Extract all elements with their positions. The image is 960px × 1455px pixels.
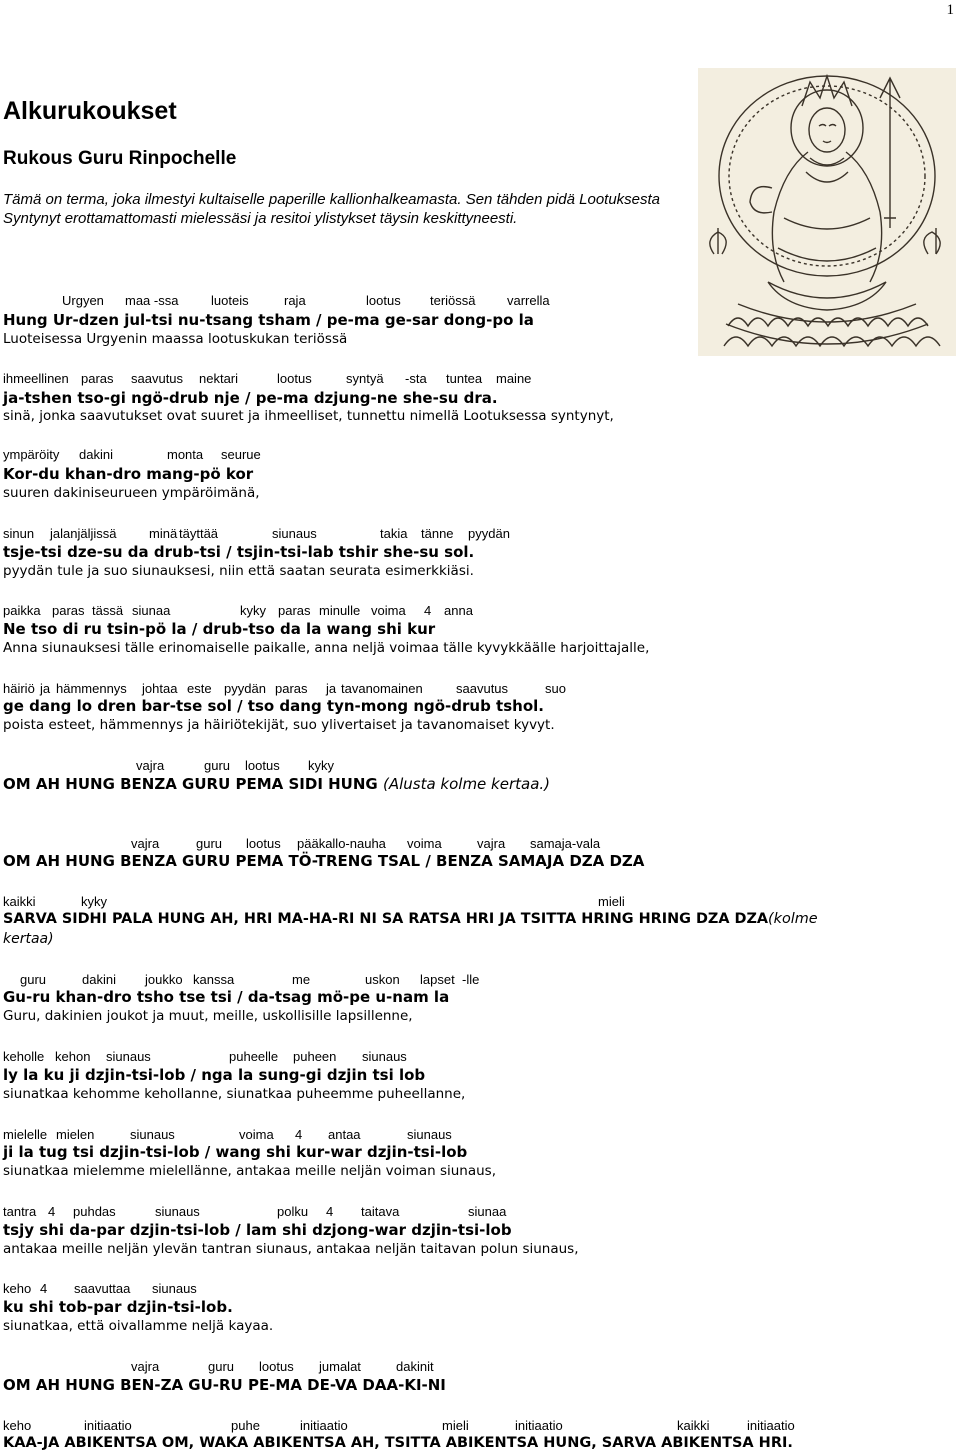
gloss-word: initiaatio	[300, 1418, 348, 1433]
translation-line: antakaa meille neljän ylevän tantran siunaus, antakaa neljän taitavan polun siunaus,	[3, 1241, 579, 1257]
gloss-word: keho	[3, 1281, 32, 1296]
gloss-word: paikka	[3, 603, 41, 618]
gloss-word: joukko	[145, 972, 183, 987]
gloss-word: siunaa	[132, 603, 171, 618]
gloss-word: vajra	[131, 1359, 160, 1374]
gloss-word: saavuttaa	[74, 1281, 131, 1296]
tibetan-line: tsje-tsi dze-su da drub-tsi / tsjin-tsi-lab tshir she-su sol.	[3, 543, 475, 561]
mantra-text: OM AH HUNG BENZA GURU PEMA SIDI HUNG	[3, 775, 378, 793]
gloss-word: dakinit	[396, 1359, 434, 1374]
gloss-word: maa -ssa	[125, 293, 179, 308]
gloss-word: -sta	[405, 371, 427, 386]
gloss-word: lootus	[277, 371, 312, 386]
gloss-word: siunaus	[130, 1127, 175, 1142]
gloss-word: takia	[380, 526, 408, 541]
gloss-word: luoteis	[211, 293, 249, 308]
gloss-word: anna	[444, 603, 473, 618]
gloss-word: pääkallo-nauha	[297, 836, 386, 851]
gloss-word: keholle	[3, 1049, 45, 1064]
repeat-note: (Alusta kolme kertaa.)	[382, 775, 551, 793]
gloss-word: mielelle	[3, 1127, 48, 1142]
mantra-line	[3, 911, 818, 927]
gloss-word: voima	[239, 1127, 274, 1142]
translation-line: sinä, jonka saavutukset ovat suuret ja ihmeelliset, tunnettu nimellä Lootuksessa syntynyt,	[3, 408, 614, 424]
gloss-word: tänne	[421, 526, 454, 541]
translation-line: siunatkaa kehomme kehollanne, siunatkaa puheemme puheellanne,	[3, 1086, 466, 1102]
gloss-word: samaja-vala	[530, 836, 601, 851]
gloss-word: kaikki	[677, 1418, 710, 1433]
gloss-word: siunaus	[272, 526, 317, 541]
gloss-word: uskon	[365, 972, 400, 987]
gloss-word: Urgyen	[62, 293, 104, 308]
translation-line: Anna siunauksesi tälle erinomaiselle paikalle, anna neljä voimaa tälle kyvykkäälle harjoittajalle,	[3, 640, 650, 656]
gloss-word: tässä	[92, 603, 124, 618]
gloss-word: maine	[496, 371, 532, 386]
gloss-word: häiriö	[3, 681, 35, 696]
gloss-word: paras	[81, 371, 114, 386]
gloss-word: keho	[3, 1418, 32, 1433]
gloss-word: kyky	[81, 894, 107, 909]
gloss-word: saavutus	[131, 371, 184, 386]
gloss-word: guru	[196, 836, 223, 851]
mantra-line: KAA-JA ABIKENTSA OM, WAKA ABIKENTSA AH, TSITTA ABIKENTSA HUNG, SARVA ABIKENTSA HRI.	[3, 1435, 793, 1451]
gloss-word: -lle	[462, 972, 480, 987]
gloss-word: täyttää	[179, 526, 219, 541]
gloss-word: ympäröity	[3, 447, 60, 462]
tibetan-line: ly la ku ji dzjin-tsi-lob / nga la sung-gi dzjin tsi lob	[3, 1066, 426, 1084]
gloss-word: 4	[326, 1204, 334, 1219]
gloss-word: saavutus	[456, 681, 509, 696]
mantra-line: OM AH HUNG BENZA GURU PEMA TÖ-TRENG TSAL / BENZA SAMAJA DZA DZA	[3, 852, 645, 870]
gloss-word: 4	[48, 1204, 56, 1219]
translation-line: siunatkaa, että oivallamme neljä kayaa.	[3, 1318, 274, 1334]
gloss-word: ja	[326, 681, 337, 696]
gloss-word: puhe	[231, 1418, 260, 1433]
intro-paragraph: Tämä on terma, joka ilmestyi kultaiselle paperille kallionhalkeamasta. Sen tähden pidä Lootuksesta Syntynyt erottamattomasti mielessäsi ja resitoi ylistykset täysin keskittyneesti.	[3, 191, 661, 227]
translation-line: Guru, dakinien joukot ja muut, meille, uskollisille lapsillenne,	[3, 1008, 413, 1024]
gloss-word: dakini	[82, 972, 116, 987]
gloss-word: sinun	[3, 526, 35, 541]
gloss-word: minulle	[319, 603, 361, 618]
gloss-word: varrella	[507, 293, 550, 308]
gloss-word: tuntea	[446, 371, 483, 386]
gloss-word: paras	[275, 681, 308, 696]
gloss-word: lootus	[245, 758, 280, 773]
repeat-note-continued: kertaa)	[3, 931, 54, 947]
gloss-word: kyky	[308, 758, 334, 773]
guru-rinpoche-illustration	[698, 68, 956, 356]
translation-line: Luoteisessa Urgyenin maassa lootuskukan teriössä	[3, 331, 348, 347]
tibetan-line: Gu-ru khan-dro tsho tse tsi / da-tsag mö-pe u-nam la	[3, 988, 450, 1006]
gloss-word: vajra	[131, 836, 160, 851]
gloss-word: lapset	[420, 972, 455, 987]
gloss-word: ihmeellinen	[3, 371, 69, 386]
tibetan-line: ku shi tob-par dzjin-tsi-lob.	[3, 1298, 233, 1316]
mantra-line	[3, 775, 550, 793]
gloss-word: lootus	[366, 293, 401, 308]
gloss-word: siunaus	[106, 1049, 151, 1064]
gloss-word: este	[187, 681, 212, 696]
gloss-word: kyky	[240, 603, 266, 618]
tibetan-line: tsjy shi da-par dzjin-tsi-lob / lam shi dzjong-war dzjin-tsi-lob	[3, 1221, 512, 1239]
gloss-word: vajra	[136, 758, 165, 773]
gloss-word: monta	[167, 447, 204, 462]
gloss-word: siunaus	[362, 1049, 407, 1064]
gloss-word: paras	[278, 603, 311, 618]
gloss-word: initiaatio	[747, 1418, 795, 1433]
page-title: Alkurukoukset	[3, 97, 177, 125]
gloss-word: syntyä	[346, 371, 384, 386]
gloss-word: nektari	[199, 371, 239, 386]
gloss-word: pyydän	[468, 526, 510, 541]
gloss-word: puheelle	[229, 1049, 279, 1064]
gloss-word: paras	[52, 603, 85, 618]
translation-line: suuren dakiniseurueen ympäröimänä,	[3, 485, 260, 501]
gloss-word: tavanomainen	[341, 681, 423, 696]
gloss-word: lootus	[259, 1359, 294, 1374]
page-number: 1	[946, 2, 954, 18]
gloss-word: vajra	[477, 836, 506, 851]
tibetan-line: ja-tshen tso-gi ngö-drub nje / pe-ma dzjung-ne she-su dra.	[3, 389, 498, 407]
mantra-line: OM AH HUNG BEN-ZA GU-RU PE-MA DE-VA DAA-KI-NI	[3, 1376, 446, 1394]
gloss-word: suo	[545, 681, 566, 696]
translation-line: poista esteet, hämmennys ja häiriötekijät, suo ylivertaiset ja tavanomaiset kyvyt.	[3, 717, 555, 733]
gloss-word: johtaa	[142, 681, 178, 696]
gloss-word: jumalat	[319, 1359, 361, 1374]
gloss-word: lootus	[246, 836, 281, 851]
translation-line: pyydän tule ja suo siunauksesi, niin että saatan seurata esimerkkiäsi.	[3, 563, 474, 579]
gloss-word: dakini	[79, 447, 113, 462]
gloss-word: polku	[277, 1204, 309, 1219]
gloss-word: me	[292, 972, 311, 987]
gloss-word: 4	[40, 1281, 48, 1296]
gloss-word: guru	[204, 758, 231, 773]
gloss-word: minä	[149, 526, 178, 541]
gloss-word: siunaa	[468, 1204, 507, 1219]
translation-line: siunatkaa mielemme mielellänne, antakaa meille neljän voiman siunaus,	[3, 1163, 497, 1179]
gloss-word: kanssa	[193, 972, 235, 987]
gloss-word: puhdas	[73, 1204, 116, 1219]
gloss-word: guru	[20, 972, 47, 987]
gloss-word: voima	[371, 603, 406, 618]
gloss-word: teriössä	[430, 293, 476, 308]
gloss-word: mielen	[56, 1127, 95, 1142]
gloss-word: guru	[208, 1359, 235, 1374]
gloss-word: ja	[40, 681, 51, 696]
gloss-word: siunaus	[152, 1281, 197, 1296]
gloss-word: kehon	[55, 1049, 91, 1064]
gloss-word: mieli	[598, 894, 625, 909]
gloss-word: tantra	[3, 1204, 37, 1219]
gloss-word: 4	[295, 1127, 303, 1142]
tibetan-line: ji la tug tsi dzjin-tsi-lob / wang shi kur-war dzjin-tsi-lob	[3, 1143, 468, 1161]
gloss-word: seurue	[221, 447, 261, 462]
tibetan-line: Kor-du khan-dro mang-pö kor	[3, 465, 254, 483]
gloss-word: raja	[284, 293, 306, 308]
gloss-word: mieli	[442, 1418, 469, 1433]
mantra-text: SARVA SIDHI PALA HUNG AH, HRI MA-HA-RI NI SA RATSA HRI JA TSITTA HRING HRING DZA DZA	[3, 911, 769, 927]
gloss-word: pyydän	[224, 681, 266, 696]
gloss-word: antaa	[328, 1127, 361, 1142]
section-subtitle: Rukous Guru Rinpochelle	[3, 148, 237, 169]
repeat-note: (kolme	[768, 911, 818, 927]
gloss-word: jalanjäljissä	[50, 526, 117, 541]
gloss-word: initiaatio	[515, 1418, 563, 1433]
tibetan-line: ge dang lo dren bar-tse sol / tso dang tyn-mong ngö-drub tshol.	[3, 697, 544, 715]
gloss-word: 4	[424, 603, 432, 618]
tibetan-line: Ne tso di ru tsin-pö la / drub-tso da la wang shi kur	[3, 620, 436, 638]
gloss-word: taitava	[361, 1204, 400, 1219]
gloss-word: voima	[407, 836, 442, 851]
gloss-word: puheen	[293, 1049, 337, 1064]
gloss-word: hämmennys	[56, 681, 127, 696]
gloss-word: kaikki	[3, 894, 36, 909]
gloss-word: siunaus	[407, 1127, 452, 1142]
gloss-word: initiaatio	[84, 1418, 132, 1433]
tibetan-line: Hung Ur-dzen jul-tsi nu-tsang tsham / pe-ma ge-sar dong-po la	[3, 311, 534, 329]
gloss-word: siunaus	[155, 1204, 200, 1219]
